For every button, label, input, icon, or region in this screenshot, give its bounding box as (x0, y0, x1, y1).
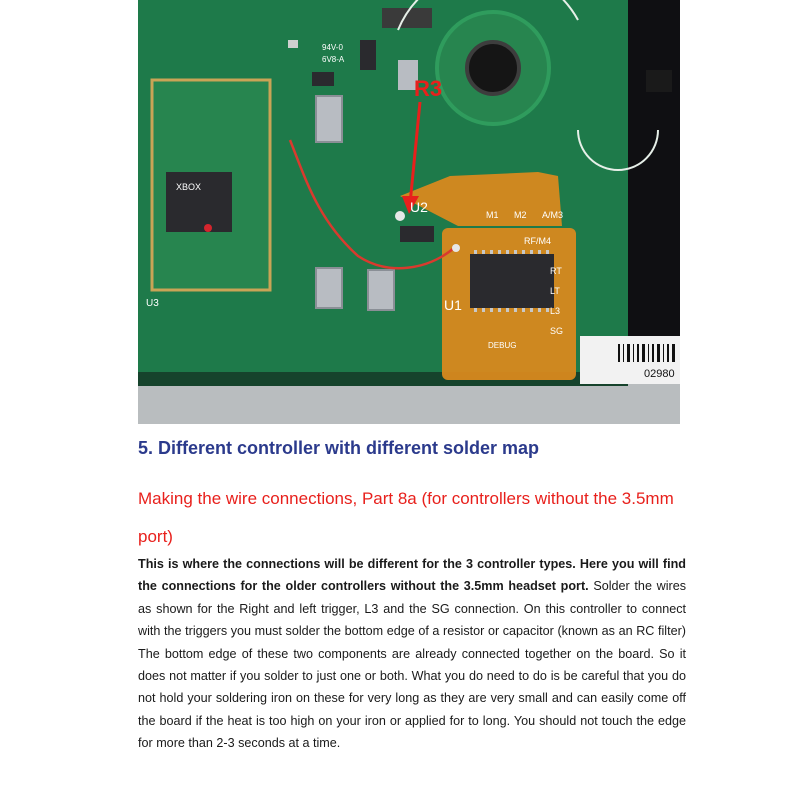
barcode-number: 02980 (644, 368, 675, 380)
u1-chip (470, 254, 554, 308)
u2-chip (400, 226, 434, 242)
am3-label: A/M3 (542, 210, 564, 220)
xbox-chip-label: XBOX (176, 182, 202, 192)
m2-label: M2 (514, 210, 527, 220)
r3-label: R3 (414, 76, 443, 101)
intro-bold-text: This is where the connections will be different for the 3 controller types. Here you will find the connections for the older controllers without the 3.5mm headset port. (138, 557, 686, 594)
instructions-paragraph (138, 553, 686, 755)
lt-label: LT (550, 286, 560, 296)
l3-label: L3 (550, 306, 561, 316)
body-text: Solder the wires as shown for the Right and left trigger, L3 and the SG connection. On this controller to connect with the triggers you must solder the bottom edge of a resistor or capacitor (known as an RC filter) The bottom edge of these two components are already connected together on the board. So it does not matter if you solder to just one or both. What you do need to do is be careful that you do not hold your soldering iron on these for very long as they are very small and can easily come off the board if the heat is too high on your iron or applied for to long. You should not touch the edge for more than 2-3 seconds at a time. (138, 579, 687, 751)
debug-label: DEBUG (488, 341, 517, 350)
rt-label: RT (550, 266, 562, 276)
board-mark-1: 94V-0 (322, 43, 343, 52)
u3-label: U3 (146, 298, 159, 309)
sg-label: SG (550, 326, 564, 336)
section-subheading: Making the wire connections, Part 8a (for controllers without the 3.5mm port) (138, 489, 674, 546)
controller-pcb-photo (138, 0, 680, 424)
board-mark-2: 6V8-A (322, 55, 345, 64)
rfm4-label: RF/M4 (524, 236, 551, 246)
xbox-chip (166, 172, 232, 232)
u1-label: U1 (444, 297, 462, 313)
m1-label: M1 (486, 210, 499, 220)
u2-label: U2 (410, 199, 428, 215)
section-heading: 5. Different controller with different solder map (138, 438, 540, 458)
